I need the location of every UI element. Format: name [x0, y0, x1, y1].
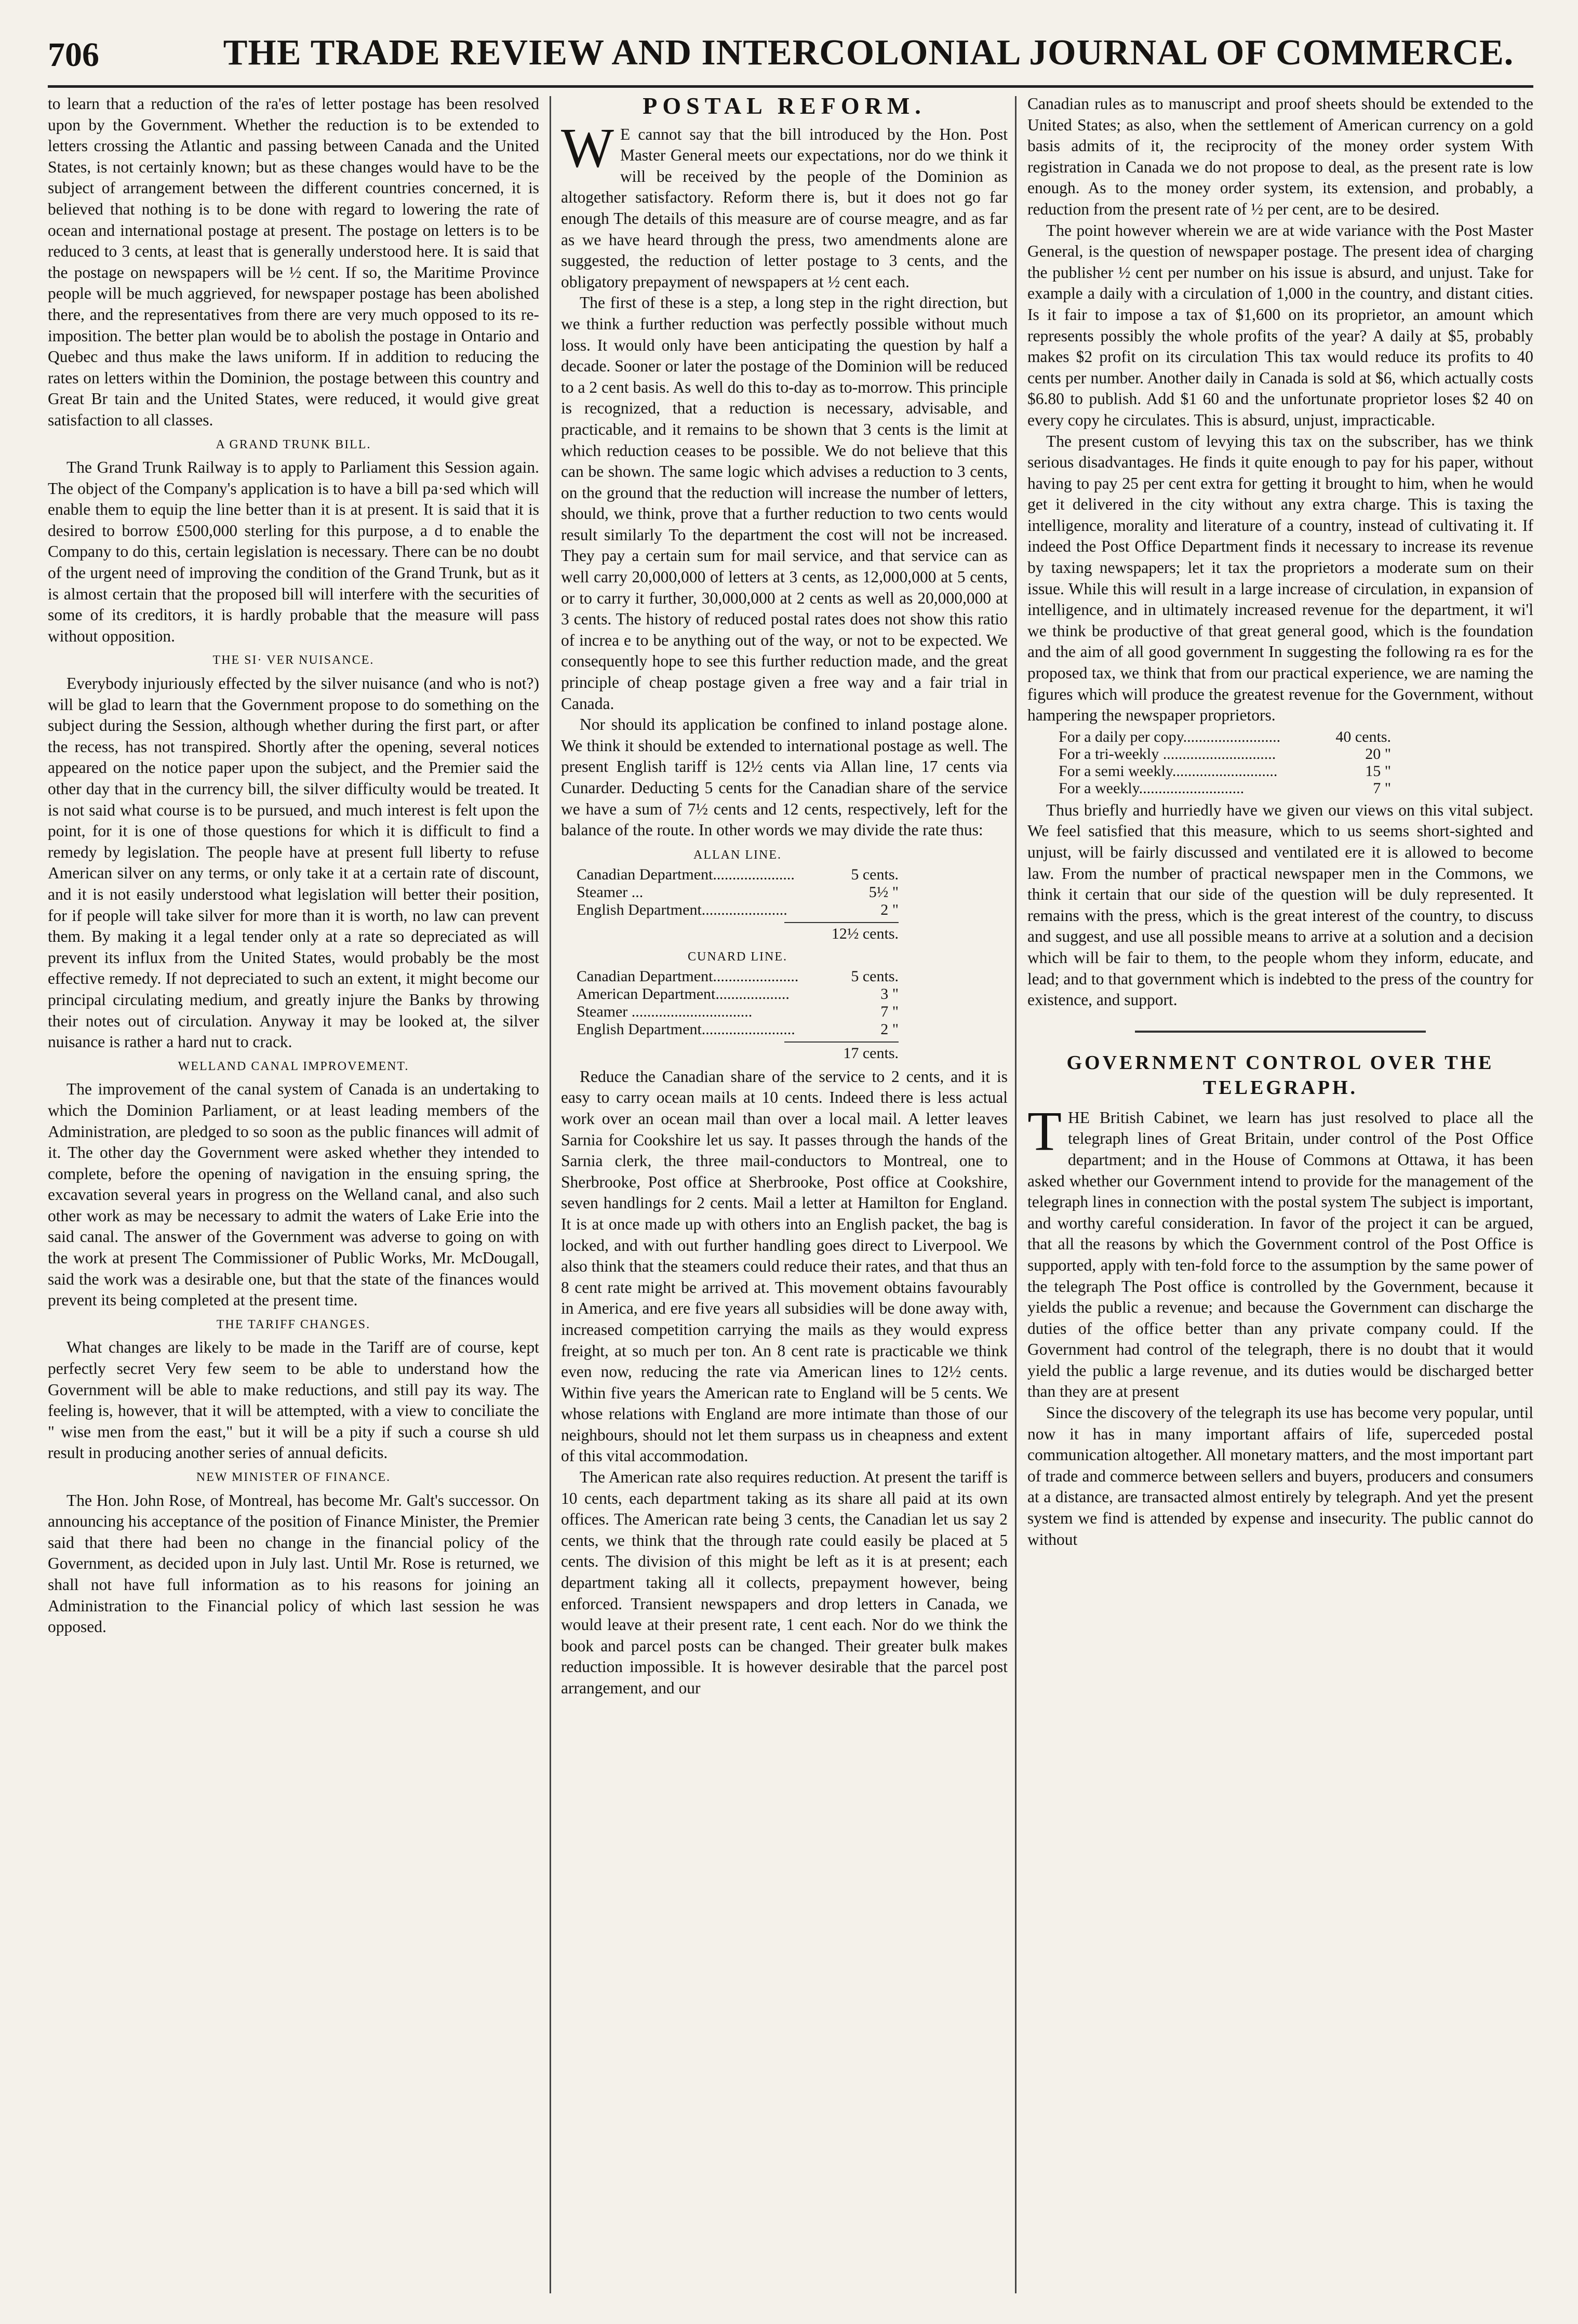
row-value: 7 ": [1373, 779, 1391, 797]
row-label: American Department...................: [577, 985, 790, 1003]
row-value: 20 ": [1365, 745, 1391, 763]
section-heading: NEW MINISTER OF FINANCE.: [196, 1471, 391, 1484]
article-title: GOVERNMENT CONTROL OVER THE TELEGRAPH.: [1066, 1051, 1494, 1099]
table-row: [577, 985, 899, 1003]
paragraph: The Grand Trunk Railway is to apply to Parliament this Session again. The object of the Company's application is to have a bill pa·sed which will enable them to equip the line better than it is at present. It is said that it is desired to borrow £500,000 sterling for this purpose, a d to enable the Company to do this, certain legislation is necessary. There can be no doubt of the urgent need of improving the condition of the Grand Trunk, but as it is almost certain that the proposed bill will interfere with the securities of some of its creditors, it is hardly probable that the measure will pass without opposition.: [48, 458, 539, 645]
row-label: Canadian Department......................: [577, 967, 799, 985]
section-divider: [1135, 1031, 1426, 1033]
row-label: For a tri-weekly .............................: [1059, 745, 1276, 763]
paragraph-text: HE British Cabinet, we learn has just resolved to place all the telegraph lines of Great Britain, under control of the Post Office department; and in the House of Commons at Ottawa, it has been asked whether our Government intend to provide for the management of the telegraph lines in connection with the postal system The subject is important, and worthy careful consideration. In favor of the project it can be argued, that all the reasons by which the Government control of the Post Office is supported, apply with ten-fold force to the assumption by the same power of the telegraph The Post office is controlled by the Government, because it yields the public a revenue; and because the Government can discharge the duties of the office better than any private company could. If the Government had control of the telegraph, there is no doubt that it would yield the public a large revenue, and its duties would be discharged better than they are at present: [1027, 1108, 1533, 1401]
row-label: For a daily per copy.........................: [1059, 728, 1281, 745]
table-row: [577, 901, 899, 919]
table-row: [1059, 763, 1391, 780]
article-title: POSTAL REFORM.: [643, 94, 926, 119]
allan-line-table: [577, 846, 899, 943]
paragraph: The present custom of levying this tax on the subscriber, has we think serious disadvantages. He finds it quite enough to pay for his paper, without having to pay 25 per cent extra for getting it brought to him, when he would get it delivered in the city without any extra charge. This is taxing the intelligence, morality and literature of a country, instead of cultivating it. If indeed the Post Office Department finds it necessary to increase its revenue by taxing newspapers; let it tax the proprietors a moderate sum on their issue. While this will result in a large increase of circulation, in expansion of intelligence, and in ultimately increased revenue for the department, it wi'l we think be productive of that great general good, which is the foundation and the aim of all good government In suggesting the following ra es for the proposed tax, we think that from our practical experience, we are naming the figures which will produce the greatest revenue for the Government, without hampering the newspaper proprietors.: [1027, 432, 1533, 725]
table-row: [1059, 728, 1391, 745]
paragraph: The point however wherein we are at wide variance with the Post Master General, is the question of newspaper postage. The present idea of charging the publisher ½ cent per number on his issue is absurd, and unjust. Take for example a daily with a circulation of 1,000 in the country, and distant cities. Is it fair to impose a tax of $1,600 on its proprietor, an amount which represents possibly the whole profits of the year? A daily at $5, probably makes $2 profit on its circulation This tax would reduce its profits to 40 cents per number. Another daily in Canada is sold at $6, which actually costs $6.80 to publish. Add $1 60 and the unfortunate proprietor loses $2 40 on every copy he circulates. This is absurd, unjust, impracticable.: [1027, 221, 1533, 429]
rates-table: [1059, 728, 1391, 797]
paragraph-text: E cannot say that the bill introduced by the Hon. Post Master General meets our expectations, nor do we think it will be received by the people of the Dominion as altogether satisfactory. Reform there is, but it does not go far enough The details of this measure are of course meagre, and as far as we have heard through the press, two amendments alone are suggested, the reduction of letter postage to 3 cents, and the obligatory prepayment of newspapers at ½ cent each.: [561, 125, 1008, 291]
masthead-title: THE TRADE REVIEW AND INTERCOLONIAL JOURNAL OF COMMERCE.: [223, 33, 1514, 73]
cunard-line-table: [577, 948, 899, 1062]
section-heading: THE SI· VER NUISANCE.: [212, 653, 375, 667]
section-heading: A GRAND TRUNK BILL.: [216, 437, 371, 451]
table-row: [577, 1021, 899, 1038]
paragraph: What changes are likely to be made in the Tariff are of course, kept perfectly secret Very few seem to be able to understand how the Government will be able to make reductions, and still pay its way. The feeling is, however, that it will be attempted, with a view to conciliate the " wise men from the east," but it will be a pity if such a course sh uld result in producing another series of annual deficits.: [48, 1338, 539, 1462]
row-value: 2 ": [880, 901, 899, 918]
row-value: 5½ ": [868, 883, 899, 901]
column-divider: [550, 96, 551, 2293]
row-value: 40 cents.: [1335, 728, 1391, 745]
table-row: [577, 884, 899, 901]
table-row: [1059, 780, 1391, 797]
paragraph: The improvement of the canal system of Canada is an undertaking to which the Dominion Parliament, or at least leading members of the Administration, are pledged to so soon as the public finances will admit of it. The other day the Government were asked whether they intended to complete, before the opening of navigation in the ensuing spring, the excavation several years in progress on the Welland canal, and also such other work as may be necessary to admit the waters of Lake Erie into the said canal. The answer of the Government was adverse to going on with the work at present The Commissioner of Public Works, Mr. McDougall, said the work was a desirable one, but that the state of the finances would prevent its being completed at the present time.: [48, 1080, 539, 1310]
table-row: [577, 968, 899, 985]
column-right: [1027, 94, 1533, 2312]
row-value: 5 cents.: [851, 865, 899, 883]
row-label: Canadian Department.....................: [577, 865, 795, 883]
table-total: 12½ cents.: [784, 922, 899, 943]
drop-cap: T: [1027, 1100, 1062, 1163]
row-label: For a weekly...........................: [1059, 779, 1245, 797]
paragraph: Canadian rules as to manuscript and proof sheets should be extended to the United States; as also, when the settlement of American currency on a gold basis admits of it, the reciprocity of the money order system With registration in Canada we do not propose to deal, as the present rate is low enough. As to the money order system, its extension, and probably, a reduction from the present rate of ½ per cent, are to be desired.: [1027, 95, 1533, 218]
drop-cap: W: [561, 117, 614, 179]
column-divider: [1015, 96, 1017, 2293]
row-label: Steamer ...............................: [577, 1003, 753, 1020]
paragraph: The American rate also requires reduction. At present the tariff is 10 cents, each department taking as its share all paid at its own offices. The American rate being 3 cents, the Canadian let us say 2 cents, we think that the through rate could easily be placed at 5 cents. The division of this might be left as it is at present; each department taking all it collects, prepayment however, being enforced. Transient newspapers and drop letters in Canada, we would leave at their present rate, 1 cent each. Nor do we think the book and parcel posts can be changed. Their greater bulk makes reduction impossible. It is however desirable that the parcel post arrangement, and our: [561, 1468, 1008, 1697]
paragraph: The Hon. John Rose, of Montreal, has become Mr. Galt's successor. On announcing his acceptance of the position of Finance Minister, the Premier said that there had been no change in the financial policy of the Government, as decided upon in July last. Until Mr. Rose is returned, we shall not have full information as to his reasons for joining an Administration to the Financial policy of which last session he was opposed.: [48, 1491, 539, 1636]
column-left: [48, 94, 539, 2312]
paragraph: Thus briefly and hurriedly have we given our views on this vital subject. We feel satisfied that this measure, which to us seems short-sighted and unjust, will be fairly discussed and ventilated ere it is allowed to become law. From the number of practical newspaper men in the Commons, we think it certain that our side of the question will be duly represented. It remains with the press, which is the great interest of the country, to discuss and suggest, and use all possible means to arrive at a solution and a decision which will be fair to them, to the people whom they inform, educate, and lead; and to that government which is indebted to the press of the country for existence, and support.: [1027, 800, 1533, 1009]
paragraph: The first of these is a step, a long step in the right direction, but we think a further reduction was perfectly possible without much loss. It would only have been anticipating the question by half a decade. Sooner or later the postage of the Dominion will be reduced to a 2 cent basis. As well do this to-day as to-morrow. This principle is recognized, that a reduction is necessary, advisable, and practicable, and it remains to be shown that 3 cents is the limit at which reduction ceases to be possible. We do not believe that this can be shown. The same logic which advises a reduction to 3 cents, on the ground that the reduction will increase the number of letters, should, we think, prove that a further reduction to two cents would result similarly To the department the cost will not be increased. They pay a certain sum for mail service, and that service can as well carry 20,000,000 of letters at 3 cents, as 12,000,000 at 5 cents, or to carry it further, 30,000,000 at 2 cents as well as 20,000,000 at 3 cents. The history of reduced postal rates does not show this ratio of increa e to be anything out of the way, or not to be expected. We consequently hope to see this further reduction made, and the great principle of cheap postage given a free way and a fair trial in Canada.: [561, 293, 1008, 713]
header-rule: [48, 85, 1533, 88]
table-total: 17 cents.: [784, 1041, 899, 1062]
row-label: For a semi weekly...........................: [1059, 762, 1278, 780]
table-row: [577, 1003, 899, 1021]
row-label: Steamer ...: [577, 883, 644, 901]
paragraph: [561, 117, 1008, 293]
table-heading: CUNARD LINE.: [688, 950, 787, 964]
column-middle: [561, 94, 1008, 2312]
section-heading: WELLAND CANAL IMPROVEMENT.: [178, 1059, 409, 1073]
paragraph: Reduce the Canadian share of the service to 2 cents, and it is easy to carry ocean mails at 10 cents. Indeed there is less actual work over an ocean mail than over a local mail. A letter leaves Sarnia for Cookshire let us say. It passes through the hands of the Sarnia clerk, the three mail-conductors to Montreal, one to Sherbrooke, Post office at Sherbrooke, Post office at Cookshire, seven handlings for 2 cents. Mail a letter at Hamilton for England. It is at once made up with others into an English packet, the bag is locked, and with out further handling goes direct to Liverpool. We also think that the steamers could reduce their rates, and that thus an 8 cent rate might be arrived at. This movement obtains favourably in America, and ere five years all subsidies will be done away with, increased competition carrying the mails as they would express freight, at so much per ton. An 8 cent rate is practicable we think even now, reducing the rate via American lines to 12½ cents. Within five years the American rate to England will be 5 cents. We whose relations with England are more intimate than those of our neighbours, should not let them surpass us in cheapness and extent of this vital accommodation.: [561, 1067, 1008, 1465]
section-heading: THE TARIFF CHANGES.: [216, 1317, 371, 1331]
row-label: English Department........................: [577, 1020, 795, 1038]
row-label: English Department......................: [577, 901, 787, 918]
table-heading: ALLAN LINE.: [693, 848, 782, 862]
paragraph: to learn that a reduction of the ra'es of letter postage has been resolved upon by the Government. Whether the reduction is to be extended to letters crossing the Atlantic and passing between Canada and the United States, is not certainly known; but as these changes would have to be the subject of arrangement between the different countries concerned, it is believed that nothing is to be done with regard to lowering the rate of ocean and international postage at present. The postage on letters is to be reduced to 3 cents, at least that is generally understood here. It is said that the postage on newspapers will be ½ cent. If so, the Maritime Province people will be much aggrieved, for newspaper postage has been abolished there, and the representatives from there are very much opposed to its re-imposition. The better plan would be to abolish the postage in Ontario and Quebec and thus make the laws uniform. If in addition to reducing the rates on letters within the Dominion, the postage between this country and Great Br tain and the United States, were reduced, it would give great satisfaction to all classes.: [48, 95, 539, 429]
paragraph: [1027, 1100, 1533, 1403]
row-value: 5 cents.: [851, 967, 899, 985]
row-value: 2 ": [880, 1020, 899, 1038]
row-value: 15 ": [1365, 762, 1391, 780]
row-value: 3 ": [880, 985, 899, 1003]
page-number: 706: [48, 36, 99, 74]
table-row: [1059, 745, 1391, 763]
page-header: [48, 30, 1533, 87]
paragraph: Everybody injuriously effected by the silver nuisance (and who is not?) will be glad to learn that the Government propose to do something on the subject during the Session, although whether during the first part, or after the recess, has not transpired. Shortly after the opening, several notices appeared on the notice paper upon the subject, and the Premier said the other day that in the currency bill, the silver difficulty would be treated. It is not said what course is to be pursued, and much interest is felt upon the point, for it is one of those questions for which it is difficult to find a remedy by legislation. The people have at present full liberty to refuse American silver on any terms, or only take it at a certain rate of discount, and it is not easily understood what legislation will better their position, for if people will take silver for more than it is worth, no law can prevent them. By making it a legal tender only at a rate so depreciated as will prevent its influx from the United States, would probably be the most effective remedy. If not depreciated to such an extent, it might become our principal circulating medium, and greatly injure the Banks by throwing their notes out of circulation. Anyway it may be looked at, the silver nuisance is rather a hard nut to crack.: [48, 674, 539, 1051]
table-row: [577, 866, 899, 884]
row-value: 7 ": [880, 1003, 899, 1020]
paragraph: Since the discovery of the telegraph its use has become very popular, until now it has in many important affairs of life, superceded postal communication altogether. All monetary matters, and the most important part of trade and commerce between sellers and buyers, producers and consumers at a distance, are transacted almost entirely by telegraph. And yet the present system we find is attended by expense and insecurity. The public cannot do without: [1027, 1404, 1533, 1548]
paragraph: Nor should its application be confined to inland postage alone. We think it should be extended to international postage as well. The present English tariff is 12½ cents via Allan line, 17 cents via Cunarder. Deducting 5 cents for the Canadian share of the service we have a sum of 7½ cents and 12 cents, respectively, left for the balance of the route. In other words we may divide the rate thus:: [561, 715, 1008, 839]
